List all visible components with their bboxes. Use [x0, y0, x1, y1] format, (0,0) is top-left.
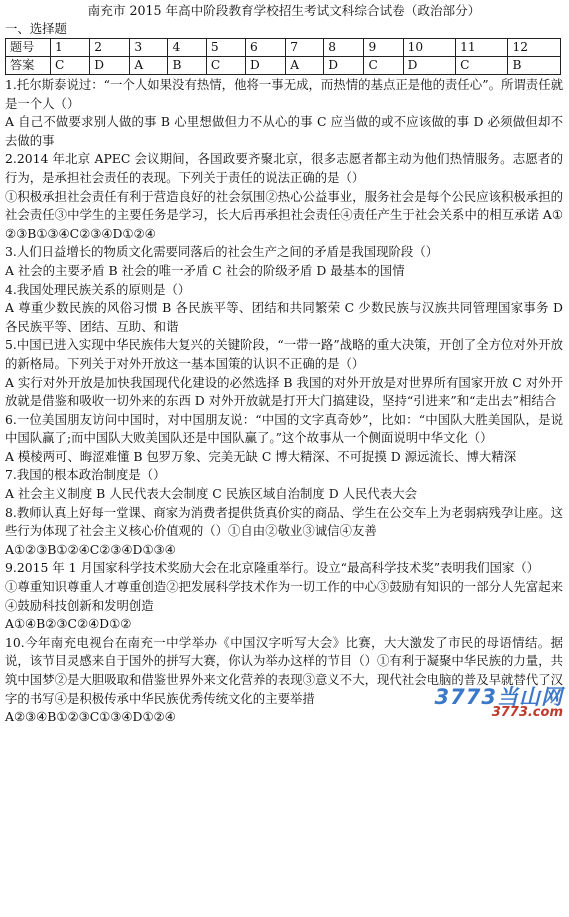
table-cell: D — [324, 57, 364, 75]
question-6-options: A 模棱两可、晦涩难懂 B 包罗万象、完美无缺 C 博大精深、不可捉摸 D 源远流长、博大精深 — [5, 448, 517, 464]
question-10-options: A②③④B①②③C①③④D①②④ — [5, 709, 176, 725]
table-cell: 1 — [51, 39, 90, 57]
question-7-stem: 7.我国的根本政治制度是（） — [5, 467, 166, 483]
question-9-options: A①④B②③C②④D①② — [5, 616, 132, 632]
question-4-options: A 尊重少数民族的风俗习惯 B 各民族平等、团结和共同繁荣 C 少数民族与汉族共同管理国家事务 D 各民族平等、团结、互助、和谐 — [5, 300, 563, 334]
table-cell: B — [508, 57, 561, 75]
question-3-stem: 3.人们日益增长的物质文化需要同落后的社会生产之间的矛盾是我国现阶段（） — [5, 244, 439, 260]
question-8-stem: 8.教师认真上好每一堂课、商家为消费者提供货真价实的商品、学生在公交车上为老弱病残孕让座。这些行为体现了社会主义核心价值观的（）①自由②敬业③诚信④友善 — [5, 504, 563, 539]
question-1-options: A 自己不做要求别人做的事 B 心里想做但力不从心的事 C 应当做的或不应该做的事 D 必须做但却不去做的事 — [5, 114, 563, 148]
question-10-stem: 10.今年南充电视台在南充一中学举办《中国汉字听写大会》比赛，大大激发了市民的母语情结。据说，该节目灵感来自于国外的拼写大赛，你认为举办这样的节目（）①有利于凝聚中华民族的力量，共筑中国梦②是大胆吸取和借鉴世界外来文化营养的表现③意义不大，现代社会电脑的普及早就替代了汉字的书写④是积极传承中华民族优秀传统文化的主要举措 — [5, 634, 563, 706]
question-5-options: A 实行对外开放是加快我国现代化建设的必然选择 B 我国的对外开放是对世界所有国家开放 C 对外开放就是借鉴和吸收一切外来的东西 D 对外开放就是打开大门搞建设，坚持“引进来”和“走出去”相结合 — [5, 374, 563, 409]
table-cell: A — [286, 57, 324, 75]
question-1-stem: 1.托尔斯泰说过：“一个人如果没有热情，他将一事无成，而热情的基点正是他的责任心”。所谓责任就是一个人（） — [5, 77, 563, 111]
answer-table — [5, 38, 561, 75]
table-cell: 6 — [246, 39, 286, 57]
table-cell: 11 — [456, 39, 508, 57]
table-cell: C — [364, 57, 403, 75]
watermark-main: 3773当山网 — [434, 684, 563, 709]
question-4-stem: 4.我国处理民族关系的原则是（） — [5, 281, 191, 297]
question-9-stem: 9.2015 年 1 月国家科学技术奖励大会在北京隆重举行。设立“最高科学技术奖”表明我们国家（） — [5, 560, 540, 576]
table-cell: C — [456, 57, 508, 75]
question-9-statements: ①尊重知识尊重人才尊重创造②把发展科学技术作为一切工作的中心③鼓励有知识的一部分人先富起来④鼓励科技创新和发明创造 — [5, 579, 563, 613]
table-cell: 7 — [286, 39, 324, 57]
question-3-options: A 社会的主要矛盾 B 社会的唯一矛盾 C 社会的阶级矛盾 D 最基本的国情 — [5, 262, 405, 278]
table-cell: 8 — [324, 39, 364, 57]
table-cell: C — [51, 57, 90, 75]
table-cell: 9 — [364, 39, 403, 57]
row-label-answer: 答案 — [6, 57, 51, 75]
question-2-stem: 2.2014 年北京 APEC 会议期间，各国政要齐聚北京，很多志愿者都主动为他们热情服务。志愿者的行为，是承担社会责任的表现。下列关于责任的说法正确的是（） — [5, 151, 563, 185]
question-8-options: A①②③B①②④C②③④D①③④ — [5, 541, 176, 557]
table-cell: 12 — [508, 39, 561, 57]
table-cell: D — [90, 57, 130, 75]
table-cell: 10 — [403, 39, 455, 57]
row-label-number: 题号 — [6, 39, 51, 57]
section-heading: 一、选择题 — [5, 21, 67, 36]
table-cell: A — [130, 57, 168, 75]
table-cell: B — [168, 57, 206, 75]
table-cell: D — [246, 57, 286, 75]
table-cell: 5 — [206, 39, 245, 57]
question-7-options: A 社会主义制度 B 人民代表大会制度 C 民族区域自治制度 D 人民代表大会 — [5, 486, 417, 502]
question-2-options: ①积极承担社会责任有利于营造良好的社会氛围②热心公益事业，服务社会是每个公民应该积极承担的社会责任③中学生的主要任务是学习，长大后再承担社会责任④责任产生于社会关系中的相互承诺 A①②③B①③④C②③④D①②④ — [5, 188, 563, 241]
table-cell: D — [403, 57, 455, 75]
table-cell: 3 — [130, 39, 168, 57]
table-cell: 4 — [168, 39, 206, 57]
table-cell: C — [206, 57, 245, 75]
table-row-numbers — [6, 39, 561, 57]
page-title: 南充市 2015 年高中阶段教育学校招生考试文科综合试卷（政治部分） — [87, 3, 481, 18]
site-watermark-logo — [434, 684, 563, 721]
table-cell: 2 — [90, 39, 130, 57]
question-5-stem: 5.中国已进入实现中华民族伟大复兴的关键阶段，“一带一路”战略的重大决策，开创了全方位对外开放的新格局。下列关于对外开放这一基本国策的认识不正确的是（） — [5, 337, 563, 371]
question-6-stem: 6.一位美国朋友访问中国时，对中国朋友说：“中国的文字真奇妙”，比如：“中国队大胜美国队，是说中国队赢了;而中国队大败美国队还是中国队赢了。”这个故事从一个侧面说明中华文化（） — [5, 411, 563, 446]
question-body — [5, 76, 563, 727]
watermark-url: 3773.com — [491, 704, 563, 720]
table-row-answers — [6, 57, 561, 75]
